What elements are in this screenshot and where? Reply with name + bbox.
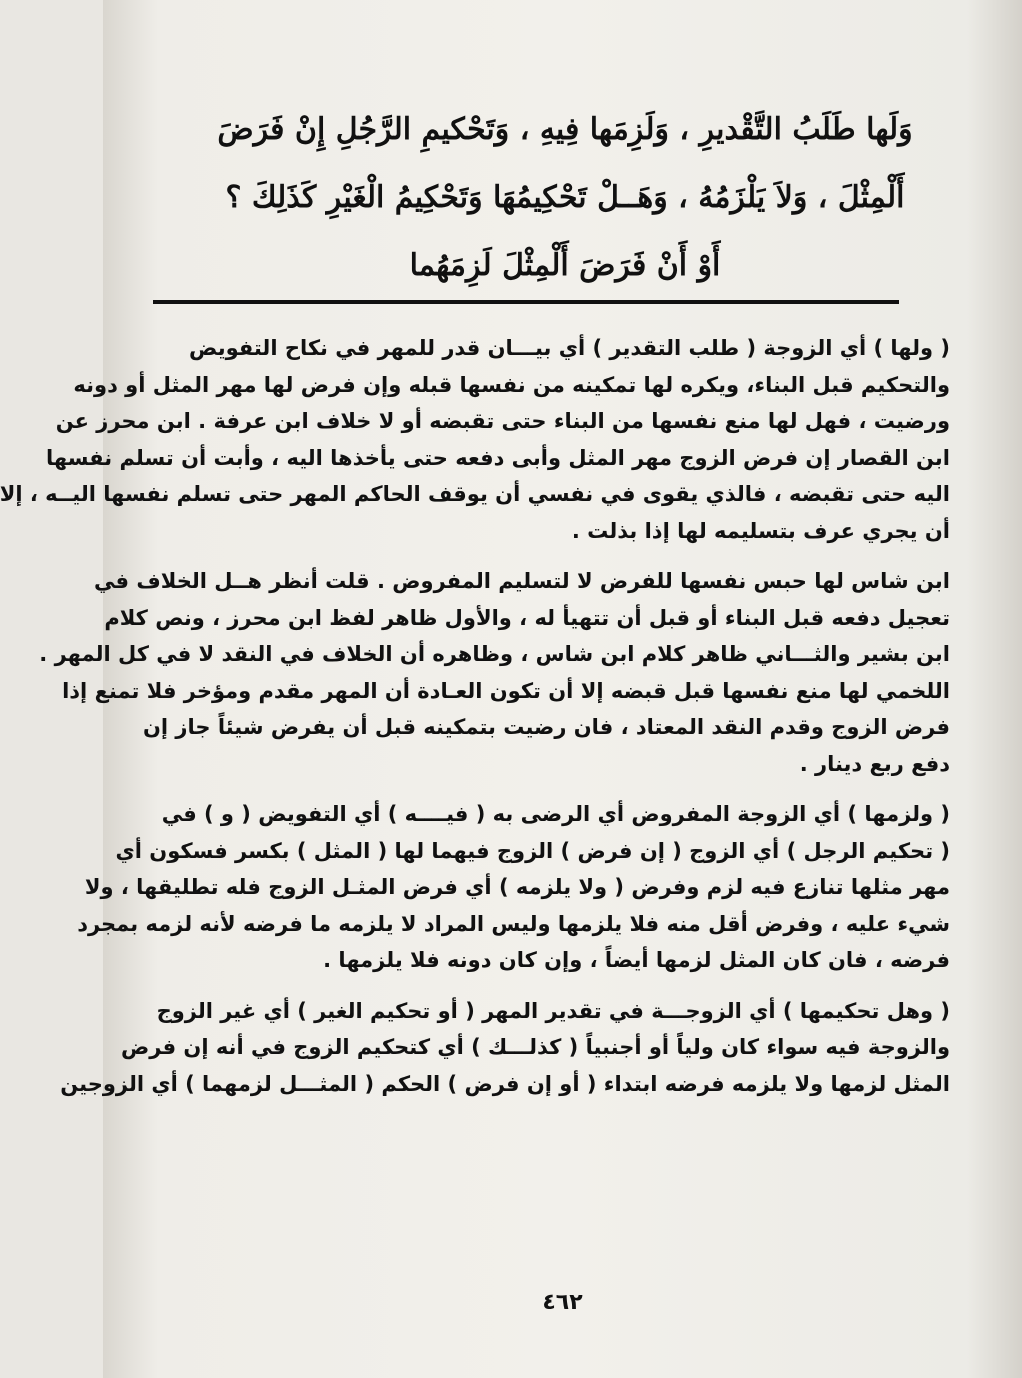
commentary-paragraph (60, 993, 950, 1103)
text-line: دفع ربع دينار . (799, 751, 950, 776)
text-line: اللخمي لها منع نفسها قبل قبضه إلا أن تكون العـادة أن المهر مقدم ومؤخر فلا تمنع إذا (62, 678, 950, 703)
matn-line: وَلَها طَلَبُ التَّقْديرِ ، وَلَزِمَها فِيهِ ، وَتَحْكيمِ الرَّجُلِ إِنْ فَرَضَ (217, 112, 913, 147)
matn-text (200, 96, 930, 300)
commentary-paragraph (39, 563, 950, 782)
text-line: ( وهل تحكيمها ) أي الزوجـــة في تقدير المهر ( أو تحكيم الغير ) أي غير الزوج (156, 998, 950, 1023)
text-line: ابن شاس لها حبس نفسها للفرض لا لتسليم المفروض . قلت أنظر هــل الخلاف في (94, 569, 950, 593)
text-line: فرض الزوج وقدم النقد المعتاد ، فان رضيت بتمكينه قبل أن يفرض شيئاً جاز إن (143, 715, 950, 739)
commentary-paragraph (77, 796, 950, 979)
text-line: فرضه ، فان كان المثل لزمها أيضاً ، وإن كان دونه فلا يلزمها . (323, 948, 950, 972)
separator-rule (153, 300, 899, 304)
matn-line: أَوْ أَنْ فَرَضَ أَلْمِثْلَ لَزِمَهُما (409, 248, 721, 283)
matn-line: أَلْمِثْلَ ، وَلاَ يَلْزَمُهُ ، وَهَــلْ تَحْكِيمُهَا وَتَحْكِيمُ الْغَيْرِ كَذَلِكَ ؟ (225, 180, 905, 215)
text-line: والزوجة فيه سواء كان ولياً أو أجنبياً ( كذلـــك ) أي كتحكيم الزوج في أنه إن فرض (121, 1035, 950, 1059)
text-line: تعجيل دفعه قبل البناء أو قبل أن تتهيأ له ، والأول ظاهر لفظ ابن محرز ، ونص كلام (104, 605, 950, 630)
text-line: أن يجري عرف بتسليمه لها إذا بذلت . (571, 518, 950, 543)
text-line: والتحكيم قبل البناء، ويكره لها تمكينه من نفسها قبله وإن فرض لها مهر المثل أو دونه (73, 372, 950, 397)
page-number: ٤٦٢ (542, 1290, 583, 1315)
text-line: المثل لزمها ولا يلزمه فرضه ابتداء ( أو إن فرض ) الحكم ( المثـــل لزمهما ) أي الزوجين (60, 1071, 950, 1096)
commentary-text (0, 330, 950, 1116)
text-line: شيء عليه ، وفرض أقل منه فلا يلزمها وليس المراد لا يلزمه ما فرضه لأنه لزمه بمجرد (77, 911, 950, 936)
text-line: اليه حتى تقبضه ، فالذي يقوى في نفسي أن يوقف الحاكم المهر حتى تسلم نفسها اليــه ، إلا (0, 482, 950, 506)
text-line: ورضيت ، فهل لها منع نفسها من البناء حتى تقبضه أو لا خلاف ابن عرفة . ابن محرز عن (55, 409, 950, 433)
text-line: ابن بشير والثـــاني ظاهر كلام ابن شاس ، وظاهره أن الخلاف في النقد لا في كل المهر . (39, 642, 950, 666)
text-line: ( تحكيم الرجل ) أي الزوج ( إن فرض ) الزوج فيهما لها ( المثل ) بكسر فسكون أي (115, 838, 950, 863)
text-line: ( ولها ) أي الزوجة ( طلب التقدير ) أي بيـــان قدر للمهر في نكاح التفويض (189, 336, 950, 360)
text-line: ( ولزمها ) أي الزوجة المفروض أي الرضى به ( فيــــه ) أي التفويض ( و ) في (161, 802, 950, 826)
text-line: مهر مثلها تنازع فيه لزم وفرض ( ولا يلزمه ) أي فرض المثـل الزوج فله تطليقها ، ولا (84, 875, 950, 899)
commentary-paragraph (0, 330, 950, 549)
text-line: ابن القصار إن فرض الزوج مهر المثل وأبى دفعه حتى يأخذها اليه ، وأبت أن تسلم نفسها (46, 445, 950, 470)
